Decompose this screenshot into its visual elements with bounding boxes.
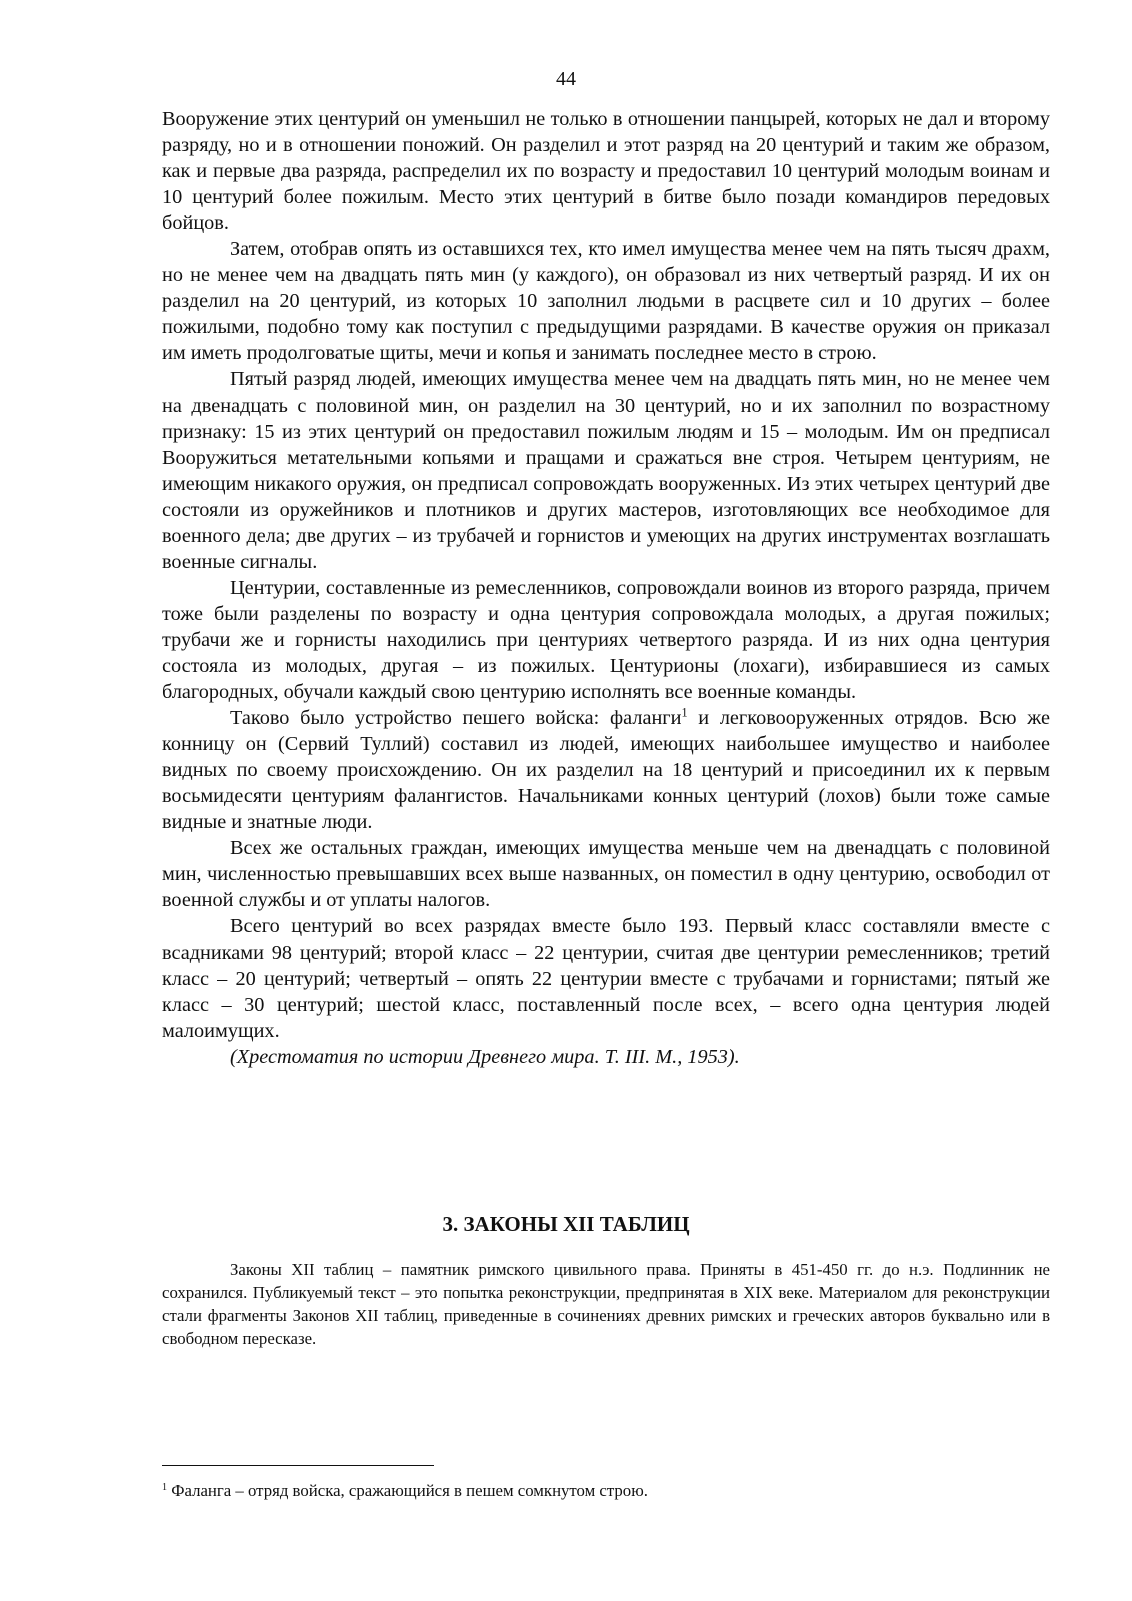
main-text bbox=[162, 106, 1050, 1070]
footnote-marker: 1 bbox=[162, 1481, 168, 1493]
paragraph-6: Всех же остальных граждан, имеющих имущества меньше чем на двенадцать с половиной мин, численностью превышавших всех выше названных, он поместил в одну центурию, освободил от военной службы и от уплаты налогов. bbox=[162, 837, 1050, 912]
paragraph-5 bbox=[162, 705, 1050, 835]
paragraph-4: Центурии, составленные из ремесленников, сопровождали воинов из второго разряда, причем тоже были разделены по возрасту и одна центурия сопровождала молодых, а другая пожилых; трубачи же и горнисты находились при центуриях четвертого разряда. И из них одна центурия состояла из молодых, другая – из пожилых. Центурионы (лохаги), избиравшиеся из самых благородных, обучали каждый свою центурию исполнять все военные команды. bbox=[162, 576, 1050, 704]
footnote-reference: 1 bbox=[681, 705, 688, 720]
page-number: 44 bbox=[556, 68, 576, 90]
paragraph-3: Пятый разряд людей, имеющих имущества менее чем на двадцать пять мин, но не менее чем на двенадцать с половиной мин, он разделил на 30 центурий, но и их заполнил по возрастному признаку: 15 из этих центурий он предоставил пожилым людям и 15 – молодым. Им он предписал Вооружиться метательными копьями и пращами и сражаться вне строя. Четырем центуриям, не имеющим никакого оружия, он предписал сопровождать вооруженных. Из этих четырех центурий две состояли из оружейников и плотников и других мастеров, изготовляющих все необходимое для военного дела; две других – из трубачей и горнистов и умеющих на других инструментах возглашать военные сигналы. bbox=[162, 368, 1050, 573]
section-intro: Законы XII таблиц – памятник римского цивильного права. Приняты в 451-450 гг. до н.э. Подлинник не сохранился. Публикуемый текст – это попытка реконструкции, предпринятая в XIX веке. Материалом для реконструкции стали фрагменты Законов XII таблиц, приведенные в сочинениях древних римских и греческих авторов буквально или в свободном пересказе. bbox=[162, 1260, 1050, 1348]
footnote-text: Фаланга – отряд войска, сражающийся в пешем сомкнутом строю. bbox=[167, 1481, 648, 1500]
paragraph-1: Вооружение этих центурий он уменьшил не только в отношении панцырей, которых не дал и второму разряду, но и в отношении поножий. Он разделил и этот разряд на 20 центурий и таким же образом, как и первые два разряда, распределил их по возрасту и предоставил 10 центурий молодым воинам и 10 центурий более пожилым. Место этих центурий в битве было позади командиров передовых бойцов. bbox=[162, 108, 1050, 235]
paragraph-5-end: и легковооруженных отрядов. Всю же конницу он (Сервий Туллий) составил из людей, имеющих наибольшее имущество и наиболее видных по своему происхождению. Он их разделил на 18 центурий и присоединил их к первым восьмидесяти центуриям фалангистов. Начальниками конных центурий (лохов) были тоже самые видные и знатные люди. bbox=[162, 707, 1050, 834]
paragraph-5-start: Таково было устройство пешего войска: фаланги bbox=[230, 707, 682, 730]
paragraph-7: Всего центурий во всех разрядах вместе было 193. Первый класс составляли вместе с всадниками 98 центурий; второй класс – 22 центурии, считая две центурии ремесленников; третий класс – 20 центурий; четвертый – опять 22 центурии вместе с трубачами и горнистами; пятый же класс – 30 центурий; шестой класс, поставленный после всех, – всего одна центурия людей малоимущих. bbox=[162, 915, 1050, 1042]
source-citation: (Хрестоматия по истории Древнего мира. Т. III. М., 1953). bbox=[230, 1045, 740, 1068]
footnote-separator bbox=[162, 1465, 434, 1466]
footnote bbox=[162, 1480, 1050, 1502]
paragraph-2: Затем, отобрав опять из оставшихся тех, кто имел имущества менее чем на пять тысяч драхм, но не менее чем на двадцать пять мин (у каждого), он образовал из них четвертый разряд. И их он разделил на 20 центурий, из которых 10 заполнил людьми в расцвете сил и 10 других – более пожилыми, подобно тому как поступил с предыдущими разрядами. В качестве оружия он приказал им иметь продолговатые щиты, мечи и копья и занимать последнее место в строю. bbox=[162, 238, 1050, 365]
section-title: 3. ЗАКОНЫ XII ТАБЛИЦ bbox=[442, 1212, 690, 1236]
